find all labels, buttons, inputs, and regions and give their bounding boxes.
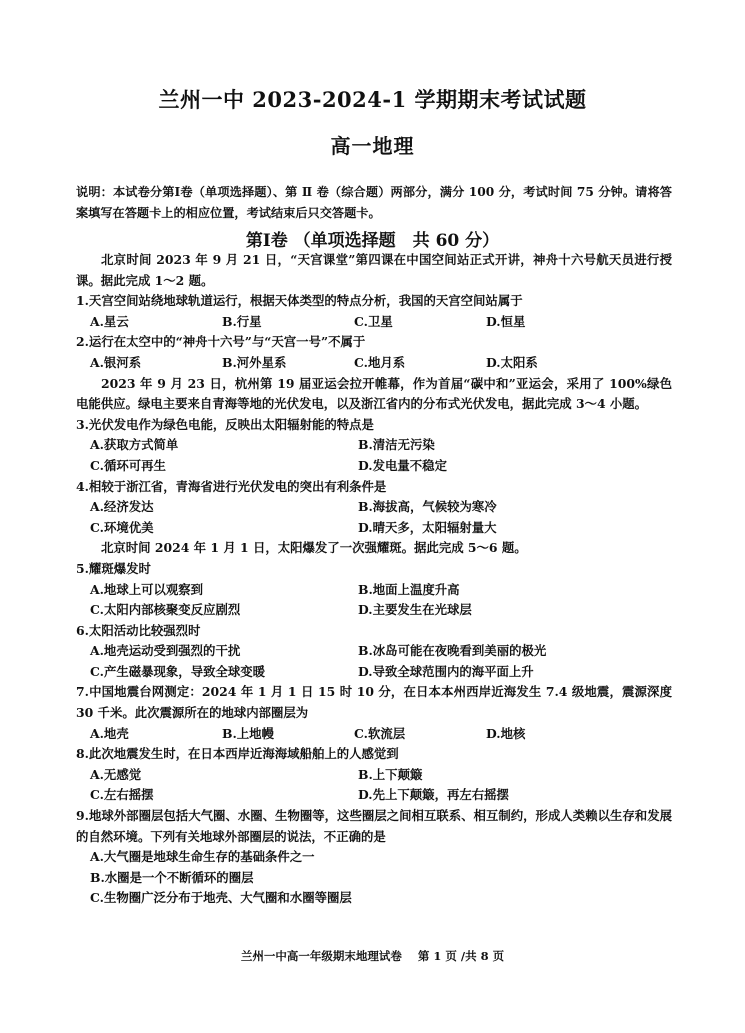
question-4-stem: 4.相较于浙江省，青海省进行光伏发电的突出有利条件是 bbox=[76, 478, 387, 494]
question-4-options-row-1 bbox=[76, 497, 672, 518]
question-2-stem: 2.运行在太空中的“神舟十六号”与“天宫一号”不属于 bbox=[76, 334, 366, 350]
question-4-options-row-2 bbox=[76, 518, 672, 539]
passage-intro-3: 北京时间 2024 年 1 月 1 日，太阳爆发了一次强耀斑。据此完成 5～6 题。 bbox=[101, 540, 527, 556]
question-8-options-row-2 bbox=[76, 785, 672, 806]
option-b[interactable]: B.清洁无污染 bbox=[358, 437, 435, 453]
option-d[interactable]: D.晴天多，太阳辐射量大 bbox=[358, 519, 497, 535]
question-5-options-row-2 bbox=[76, 600, 672, 621]
footer-school: 兰州一中高一年级期末地理试卷 bbox=[240, 949, 402, 963]
option-d[interactable]: D.主要发生在光球层 bbox=[358, 602, 472, 618]
option-d[interactable]: D.地核 bbox=[486, 725, 526, 741]
option-d[interactable]: D.恒星 bbox=[486, 313, 526, 329]
option-b[interactable]: B.河外星系 bbox=[222, 354, 287, 370]
passage-intro-2: 2023 年 9 月 23 日，杭州第 19 届亚运会拉开帷幕，作为首届“碳中和”亚运会，采用了 100%绿色电能供应。绿电主要来自青海等地的光伏发电，以及浙江省内的分布式光伏发电，据此完成 3～4 小题。 bbox=[76, 375, 672, 412]
question-7-options bbox=[76, 724, 672, 745]
option-c[interactable]: C.太阳内部核聚变反应剧烈 bbox=[90, 602, 241, 618]
option-b[interactable]: B.行星 bbox=[222, 313, 262, 329]
question-6-options-row-2 bbox=[76, 662, 672, 683]
page-footer bbox=[0, 948, 745, 964]
question-3-options-row-1 bbox=[76, 435, 672, 456]
question-7-stem: 7.中国地震台网测定：2024 年 1 月 1 日 15 时 10 分，在日本本州西岸近海发生 7.4 级地震，震源深度 30 千米。此次震源所在的地球内部圈层为 bbox=[76, 684, 672, 721]
question-1-options bbox=[76, 312, 672, 333]
option-a[interactable]: A.星云 bbox=[90, 313, 129, 329]
question-body bbox=[76, 250, 672, 909]
option-a[interactable]: A.地壳 bbox=[90, 725, 129, 741]
section-title: 第Ⅰ卷 （单项选择题 共 60 分） bbox=[245, 231, 500, 251]
option-b[interactable]: B.地面上温度升高 bbox=[358, 581, 460, 597]
question-8-stem: 8.此次地震发生时，在日本西岸近海海域船舶上的人感觉到 bbox=[76, 746, 399, 762]
option-c[interactable]: C.地月系 bbox=[354, 354, 406, 370]
option-c[interactable]: C.环境优美 bbox=[90, 519, 154, 535]
option-a[interactable]: A.银河系 bbox=[90, 354, 142, 370]
option-b[interactable]: B.上地幔 bbox=[222, 725, 274, 741]
question-3-stem: 3.光伏发电作为绿色电能，反映出太阳辐射能的特点是 bbox=[76, 416, 374, 432]
question-8-options-row-1 bbox=[76, 765, 672, 786]
option-b[interactable]: B.上下颠簸 bbox=[358, 766, 423, 782]
option-c[interactable]: C.循环可再生 bbox=[90, 457, 166, 473]
option-c[interactable]: C.产生磁暴现象，导致全球变暖 bbox=[90, 663, 266, 679]
question-3-options-row-2 bbox=[76, 456, 672, 477]
question-2-options bbox=[76, 353, 672, 374]
option-b[interactable]: B.冰岛可能在夜晚看到美丽的极光 bbox=[358, 643, 547, 659]
question-5-stem: 5.耀斑爆发时 bbox=[76, 560, 151, 576]
exam-instructions: 说明：本试卷分第Ⅰ卷（单项选择题）、第 Ⅱ 卷（综合题）两部分，满分 100 分，考试时间 75 分钟。请将答案填写在答题卡上的相应位置，考试结束后只交答题卡。 bbox=[76, 185, 672, 220]
option-b[interactable]: B.海拔高，气候较为寒冷 bbox=[358, 499, 497, 515]
option-a[interactable]: A.地球上可以观察到 bbox=[90, 581, 204, 597]
option-d[interactable]: D.发电量不稳定 bbox=[358, 457, 447, 473]
option-d[interactable]: D.导致全球范围内的海平面上升 bbox=[358, 663, 534, 679]
option-a[interactable]: A.获取方式简单 bbox=[90, 437, 179, 453]
question-5-options-row-1 bbox=[76, 580, 672, 601]
footer-page-number: 第 1 页 /共 8 页 bbox=[417, 949, 505, 963]
option-d[interactable]: D.太阳系 bbox=[486, 354, 538, 370]
option-a[interactable]: A.无感觉 bbox=[90, 766, 142, 782]
passage-intro-1: 北京时间 2023 年 9 月 21 日，“天宫课堂”第四课在中国空间站正式开讲，神舟十六号航天员进行授课。据此完成 1～2 题。 bbox=[76, 252, 672, 288]
option-a[interactable]: A.经济发达 bbox=[90, 499, 154, 515]
question-6-stem: 6.太阳活动比较强烈时 bbox=[76, 622, 201, 638]
option-a[interactable]: A.大气圈是地球生命生存的基础条件之一 bbox=[90, 849, 315, 865]
exam-title: 兰州一中 2023-2024-1 学期期末考试试题 bbox=[158, 87, 587, 112]
exam-subject: 高一地理 bbox=[330, 134, 415, 158]
option-d[interactable]: D.先上下颠簸，再左右摇摆 bbox=[358, 787, 509, 803]
question-6-options-row-1 bbox=[76, 641, 672, 662]
question-9-stem: 9.地球外部圈层包括大气圈、水圈、生物圈等，这些圈层之间相互联系、相互制约，形成人类赖以生存和发展的自然环境。下列有关地球外部圈层的说法，不正确的是 bbox=[76, 808, 672, 844]
option-b[interactable]: B.水圈是一个不断循环的圈层 bbox=[90, 869, 254, 885]
option-c[interactable]: C.卫星 bbox=[354, 313, 393, 329]
option-c[interactable]: C.软流层 bbox=[354, 725, 406, 741]
option-c[interactable]: C.生物圈广泛分布于地壳、大气圈和水圈等圈层 bbox=[90, 890, 352, 906]
option-a[interactable]: A.地壳运动受到强烈的干扰 bbox=[90, 643, 241, 659]
question-1-stem: 1.天宫空间站绕地球轨道运行，根据天体类型的特点分析，我国的天宫空间站属于 bbox=[76, 293, 523, 309]
option-c[interactable]: C.左右摇摆 bbox=[90, 787, 154, 803]
